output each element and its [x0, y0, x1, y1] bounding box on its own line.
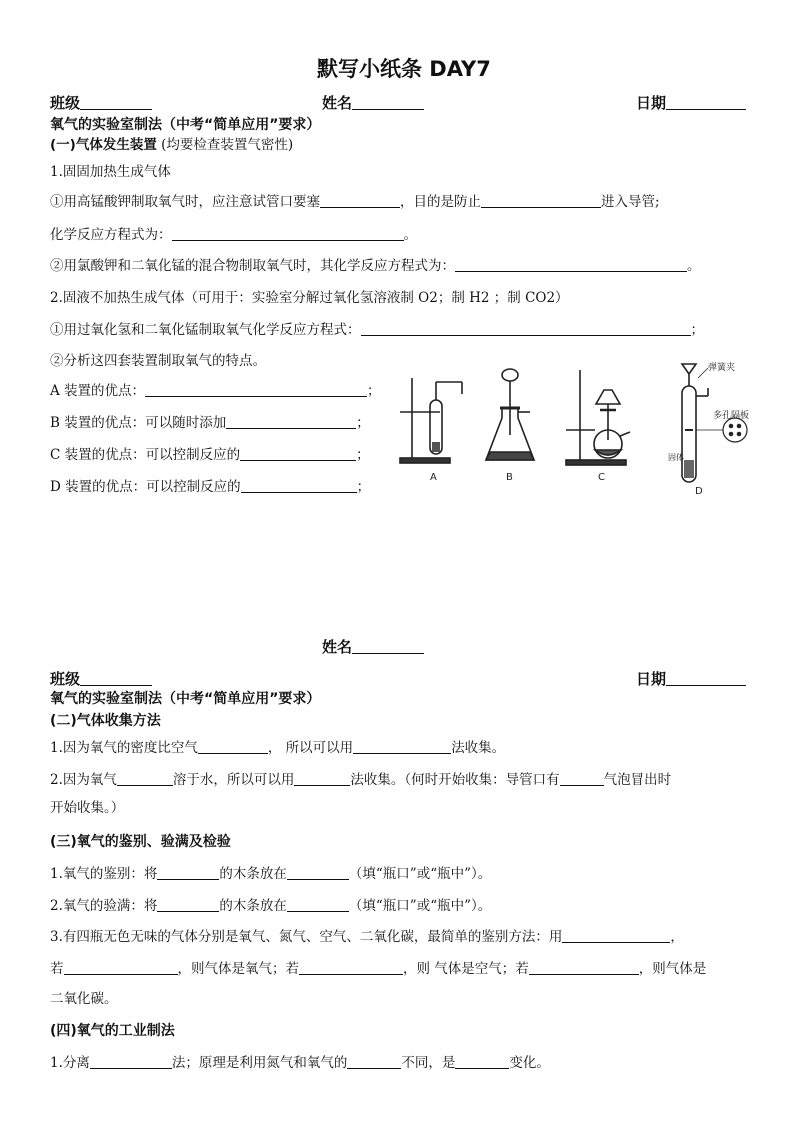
q-text: ，则 气体是空气；若 [403, 961, 529, 977]
q-text: ，则气体是 [638, 961, 707, 977]
q-text: 。 [403, 227, 417, 243]
answer-blank[interactable] [562, 928, 670, 943]
answer-blank[interactable] [455, 257, 687, 272]
section2-title: (二)气体收集方法 [50, 713, 161, 729]
name-field-1 [322, 94, 424, 112]
name-label: 姓名 [322, 94, 353, 112]
answer-blank[interactable] [145, 382, 367, 397]
q-text: 1.因为氧气的密度比空气 [50, 740, 198, 756]
s3-question4 [50, 960, 706, 978]
answer-blank[interactable] [299, 960, 403, 975]
answer-blank[interactable] [198, 739, 268, 754]
section1-heading [50, 136, 293, 154]
q-text: 的木条放在 [219, 866, 287, 882]
name-blank[interactable] [352, 95, 424, 110]
topic-heading-1: 氧气的实验室制法（中考“简单应用”要求） [50, 117, 321, 133]
answer-blank[interactable] [240, 446, 356, 461]
q-text: ； [356, 479, 371, 495]
answer-blank[interactable] [157, 865, 219, 880]
q-text: 1.分离 [50, 1055, 90, 1071]
answer-blank[interactable] [117, 771, 173, 786]
topic-heading-2: 氧气的实验室制法（中考“简单应用”要求） [50, 691, 321, 707]
answer-blank[interactable] [529, 960, 639, 975]
figure-label-a: A [430, 472, 437, 483]
date-field-2 [636, 670, 746, 688]
name-blank[interactable] [352, 639, 424, 654]
advantage-d [50, 478, 370, 496]
item2-question1 [50, 321, 704, 339]
answer-blank[interactable] [294, 771, 350, 786]
answer-blank[interactable] [560, 771, 604, 786]
q-text: ； [690, 322, 704, 338]
date-label: 日期 [636, 94, 667, 112]
s3-question1 [50, 865, 491, 883]
answer-blank[interactable] [481, 193, 601, 208]
q-text: ①用过氧化氢和二氧化锰制取氧气化学反应方程式： [50, 322, 361, 338]
answer-blank[interactable] [347, 1054, 401, 1069]
s2-question2 [50, 771, 671, 789]
apparatus-a [400, 378, 462, 463]
date-blank[interactable] [666, 671, 746, 686]
q-text: ，则气体是氧气；若 [177, 961, 299, 977]
s2-question1 [50, 739, 505, 757]
name-label: 姓名 [322, 638, 353, 656]
class-blank[interactable] [80, 671, 152, 686]
q-text: 气泡冒出时 [603, 772, 672, 788]
class-blank[interactable] [80, 95, 152, 110]
date-label: 日期 [636, 670, 667, 688]
answer-blank[interactable] [287, 897, 349, 912]
class-label: 班级 [50, 94, 81, 112]
class-field-1 [50, 94, 152, 112]
answer-blank[interactable] [455, 1054, 509, 1069]
apparatus-c [566, 370, 630, 465]
section4-title: (四)氧气的工业制法 [50, 1023, 175, 1039]
answer-blank[interactable] [241, 478, 357, 493]
q-text: ； [356, 447, 370, 463]
q-text: 1.氧气的鉴别：将 [50, 866, 158, 882]
q-text: A 装置的优点： [50, 383, 146, 399]
apparatus-b [486, 369, 534, 460]
q-text: （填“瓶口”或“瓶中”）。 [348, 866, 492, 882]
porous-plate-label: 多孔隔板 [713, 411, 750, 421]
q-text: 3.有四瓶无色无味的气体分别是氧气、氮气、空气、二氧化碳，最简单的鉴别方法：用 [50, 929, 563, 945]
q-text: 的木条放在 [219, 898, 287, 914]
s4-question1 [50, 1054, 550, 1072]
page-title: 默写小纸条 DAY7 [317, 57, 491, 81]
section1-note: (均要检查装置气密性) [161, 137, 294, 153]
date-field-1 [636, 94, 746, 112]
q-text: C 装置的优点：可以控制反应的 [50, 447, 241, 463]
answer-blank[interactable] [320, 193, 400, 208]
item2-question2: ②分析这四套装置制取氧气的特点。 [50, 353, 266, 369]
q-text: D 装置的优点：可以控制反应的 [50, 479, 241, 495]
answer-blank[interactable] [361, 321, 691, 336]
figure-label-c: C [598, 472, 605, 483]
q-text: 若 [50, 961, 64, 977]
item2-title: 2.固液不加热生成气体（可用于：实验室分解过氧化氢溶液制 O2；制 H2 ；制 CO2） [50, 290, 569, 306]
s2-question2-cont: 开始收集。） [50, 800, 125, 816]
figure-label-d: D [695, 486, 703, 497]
item1-title: 1.固固加热生成气体 [50, 164, 171, 180]
section1-title: (一)气体发生装置 [50, 137, 157, 153]
item1-question3 [50, 257, 701, 275]
item1-question1 [50, 193, 660, 211]
advantage-b [50, 414, 370, 432]
advantage-c [50, 446, 370, 464]
figure-label-b: B [506, 472, 513, 483]
q-text: ， [670, 929, 684, 945]
q-text: 进入导管; [601, 194, 660, 210]
answer-blank[interactable] [90, 1054, 172, 1069]
s3-question2 [50, 897, 491, 915]
q-text: 化学反应方程式为： [50, 227, 172, 243]
solid-label: 固体 [668, 453, 684, 462]
s3-question4-cont: 二氧化碳。 [50, 991, 118, 1007]
q-text: 溶于水，所以可以用 [172, 772, 295, 788]
answer-blank[interactable] [353, 739, 451, 754]
answer-blank[interactable] [287, 865, 349, 880]
q-text: 2.氧气的验满：将 [50, 898, 158, 914]
q-text: ； [356, 415, 370, 431]
q-text: 法；原理是利用氮气和氧气的 [171, 1055, 348, 1071]
item1-question2 [50, 226, 417, 244]
answer-blank[interactable] [64, 960, 178, 975]
q-text: 不同，是 [401, 1055, 456, 1071]
spring-clip-label: 弹簧夹 [708, 363, 736, 373]
q-text: ； [367, 383, 381, 399]
answer-blank[interactable] [226, 414, 356, 429]
q-text: ①用高锰酸钾制取氧气时，应注意试管口要塞 [50, 194, 320, 210]
name-field-2 [322, 638, 424, 656]
apparatus-figure [390, 360, 770, 500]
date-blank[interactable] [666, 95, 746, 110]
q-text: 法收集。 [451, 740, 506, 756]
q-text: ②用氯酸钾和二氧化锰的混合物制取氧气时，其化学反应方程式为： [50, 258, 455, 274]
q-text: ， 所以可以用 [267, 740, 354, 756]
answer-blank[interactable] [172, 226, 404, 241]
class-label: 班级 [50, 670, 81, 688]
section3-title: (三)氧气的鉴别、验满及检验 [50, 834, 231, 850]
class-field-2 [50, 670, 152, 688]
apparatus-d [682, 364, 750, 482]
q-text: （填“瓶口”或“瓶中”）。 [348, 898, 492, 914]
q-text: 变化。 [509, 1055, 550, 1071]
answer-blank[interactable] [157, 897, 219, 912]
q-text: 2.因为氧气 [50, 772, 117, 788]
q-text: 。 [687, 258, 701, 274]
s3-question3 [50, 928, 684, 946]
q-text: B 装置的优点：可以随时添加 [50, 415, 227, 431]
advantage-a [50, 382, 381, 400]
q-text: ，目的是防止 [400, 194, 481, 210]
q-text: 法收集。（何时开始收集：导管口有 [350, 772, 560, 788]
